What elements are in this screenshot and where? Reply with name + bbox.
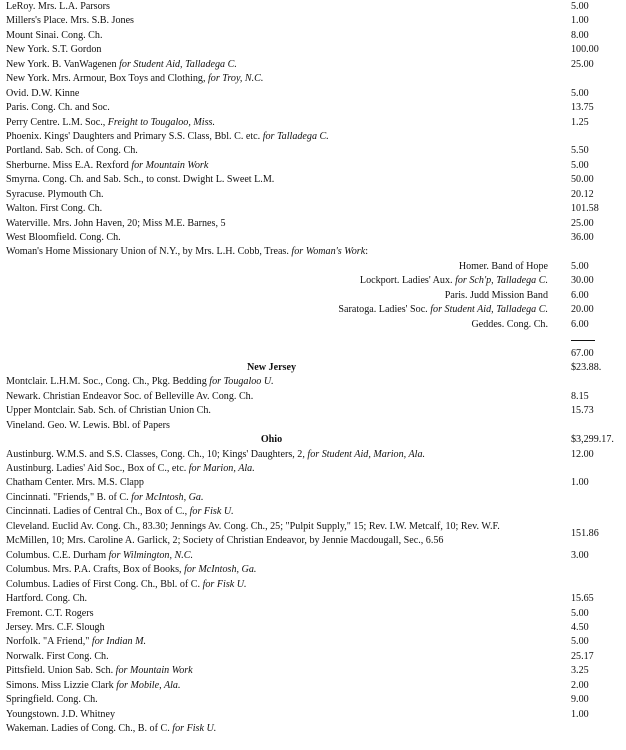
entry-description: [6, 549, 193, 563]
ledger-row: [0, 173, 626, 187]
total-rule-row: [0, 332, 626, 346]
entry-description: [6, 231, 121, 245]
designation-note: for Student Aid, Talladega C.: [430, 304, 548, 316]
ledger-row: [0, 231, 626, 245]
entry-amount: 20.00: [571, 304, 594, 316]
donor-text: New Jersey: [246, 361, 297, 373]
donor-text: Austinburg. W.M.S. and S.S. Classes, Cong. Ch., 10; Kings' Daughters, 2,: [6, 448, 308, 460]
entry-description: [6, 621, 105, 635]
entry-amount: 6.00: [571, 289, 589, 301]
donor-text: Newark. Christian Endeavor Soc. of Belleville Av. Cong. Ch.: [6, 390, 254, 402]
ledger-row: [0, 318, 626, 332]
ledger-row: [0, 87, 626, 101]
donor-text: Syracuse. Plymouth Ch.: [6, 188, 104, 200]
donor-text: LeRoy. Mrs. L.A. Parsors: [6, 1, 110, 12]
designation-note: for Fisk U.: [172, 723, 217, 734]
donor-text: Columbus. C.E. Durham: [6, 549, 109, 561]
ledger-row: [0, 635, 626, 649]
ledger-row: [0, 462, 626, 476]
entry-description: [6, 578, 247, 592]
entry-description: [6, 505, 234, 519]
entry-amount: 15.65: [571, 593, 594, 605]
donor-text: West Bloomfield. Cong. Ch.: [6, 232, 121, 243]
ledger-row: [0, 419, 626, 433]
donor-text: Saratoga. Ladies' Soc.: [338, 304, 431, 316]
entry-description: [6, 144, 138, 158]
entry-amount: 1.00: [571, 477, 589, 489]
entry-amount: 8.00: [571, 29, 589, 41]
donor-text: Phoenix. Kings' Daughters and Primary S.S. Class, Bbl. C. etc.: [6, 130, 263, 142]
ledger-row: [0, 679, 626, 693]
entry-description: [6, 130, 329, 144]
donor-text: Vineland. Geo. W. Lewis. Bbl. of Papers: [6, 419, 170, 431]
ledger-row: [0, 563, 626, 577]
section-heading: [0, 361, 543, 375]
entry-description: [6, 419, 170, 433]
ledger-row: [0, 664, 626, 678]
designation-note: for Talladega C.: [262, 130, 329, 142]
entry-amount: 20.12: [571, 188, 594, 200]
ledger-row: [0, 101, 626, 115]
entry-description: [6, 607, 94, 621]
entry-amount: 25.17: [571, 650, 594, 662]
ledger-row: [0, 274, 626, 288]
donor-text: New York. S.T. Gordon: [6, 44, 102, 56]
entry-amount: 5.00: [571, 159, 589, 171]
ledger-row: [0, 693, 626, 707]
section-total-amount: $3,299.17.: [571, 434, 614, 446]
designation-note: for Student Aid, Marion, Ala.: [307, 448, 426, 460]
ledger-row: [0, 607, 626, 621]
entry-description: [6, 491, 204, 505]
donor-text: Youngstown. J.D. Whitney: [6, 708, 115, 720]
entry-description: [6, 476, 144, 490]
entry-description: [6, 693, 98, 707]
donor-text: Upper Montclair. Sab. Sch. of Christian Union Ch.: [6, 405, 211, 417]
entry-amount: 5.00: [571, 1, 589, 12]
subtotal-rule: [571, 340, 595, 341]
ledger-row: [0, 390, 626, 404]
entry-description: [6, 188, 104, 202]
entry-description: [6, 87, 79, 101]
donor-text: Columbus. Mrs. P.A. Crafts, Box of Books,: [6, 564, 185, 576]
donor-text: Smyrna. Cong. Ch. and Sab. Sch., to const. Dwight L. Sweet L.M.: [6, 174, 275, 186]
entry-amount: 5.50: [571, 145, 589, 157]
ledger-row: [0, 520, 626, 549]
entry-description: [471, 318, 548, 332]
entry-description: [6, 72, 263, 86]
donor-text: Walton. First Cong. Ch.: [6, 203, 103, 215]
ledger-row: [0, 505, 626, 519]
donor-text: Hartford. Cong. Ch.: [6, 593, 88, 605]
entry-description: [6, 217, 226, 231]
entry-amount: 15.73: [571, 405, 594, 417]
ledger-row: [0, 202, 626, 216]
donor-text: Cleveland. Euclid Av. Cong. Ch., 83.30; Jennings Av. Cong. Ch., 25; "Pulpit Supply," 15; Rev. I.W. Metcalf, 10; Rev. W.F. McMillen, 10; Mrs. Caroline A. Garlick, 2; Society of Christian Endeavor, by Jennie Macdougall, Sec., 6.56: [6, 520, 500, 546]
ledger-row: [0, 43, 626, 57]
designation-note: for McIntosh, Ga.: [131, 491, 204, 503]
entry-amount: 25.00: [571, 217, 594, 229]
designation-note: for McIntosh, Ga.: [184, 564, 257, 576]
donor-text: Norfolk. "A Friend,": [6, 636, 92, 648]
ledger-row: [0, 578, 626, 592]
entry-description: [6, 173, 274, 187]
entry-amount: 30.00: [571, 275, 594, 287]
entry-amount: 3.00: [571, 549, 589, 561]
section-heading: [0, 433, 543, 447]
entry-amount: 5.00: [571, 260, 589, 272]
entry-description: [459, 260, 548, 274]
entry-description: [6, 462, 255, 476]
ledger-row: [0, 130, 626, 144]
ledger-row: [0, 188, 626, 202]
entry-description: [6, 375, 274, 389]
entry-amount: 12.00: [571, 448, 594, 460]
entry-description: [6, 14, 134, 28]
designation-note: Freight to Tougaloo, Miss.: [107, 116, 215, 128]
donor-text: New York. Mrs. Armour, Box Toys and Clothing,: [6, 73, 208, 85]
designation-note: for Mountain Work: [115, 665, 193, 677]
donor-text: Portland. Sab. Sch. of Cong. Ch.: [6, 145, 138, 157]
ledger-row: [0, 72, 626, 86]
donor-text: Perry Centre. L.M. Soc.,: [6, 116, 108, 128]
entry-amount: 100.00: [571, 44, 599, 56]
donor-text: Jersey. Mrs. C.F. Slough: [6, 621, 105, 633]
ledger-row: [0, 289, 626, 303]
entry-description: [338, 303, 548, 317]
donor-text: Geddes. Cong. Ch.: [471, 318, 548, 330]
entry-description: [6, 520, 516, 548]
entry-amount: 67.00: [571, 347, 594, 359]
donor-text: Norwalk. First Cong. Ch.: [6, 650, 109, 662]
donor-text: Cincinnati. "Friends," B. of C.: [6, 491, 132, 503]
section-heading-row: [0, 433, 626, 447]
donor-text: Paris. Cong. Ch. and Soc.: [6, 102, 110, 114]
donor-text: Woman's Home Missionary Union of N.Y., by Mrs. L.H. Cobb, Treas.: [6, 246, 292, 258]
donor-text: Simons. Miss Lizzie Clark: [6, 679, 117, 691]
donor-text: Waterville. Mrs. John Haven, 20; Miss M.E. Barnes, 5: [6, 217, 226, 229]
donor-text: Fremont. C.T. Rogers: [6, 607, 94, 619]
ledger-row: [0, 347, 626, 361]
entry-amount: 2.00: [571, 679, 589, 691]
donor-text: Austinburg. Ladies' Aid Soc., Box of C., etc.: [6, 463, 189, 474]
entry-amount: 101.58: [571, 203, 599, 215]
entry-description: [6, 404, 211, 418]
ledger-row: [0, 491, 626, 505]
donor-text: Ovid. D.W. Kinne: [6, 87, 80, 99]
donor-text: Cincinnati. Ladies of Central Ch., Box of C.,: [6, 506, 190, 518]
entry-description: [6, 202, 102, 216]
entry-amount: 5.00: [571, 607, 589, 619]
section-heading-row: [0, 361, 626, 375]
entry-amount: 5.00: [571, 87, 589, 99]
entry-description: [6, 245, 368, 259]
ledger-row: [0, 650, 626, 664]
ledger-row: [0, 217, 626, 231]
ledger-row: [0, 404, 626, 418]
ledger-row: [0, 159, 626, 173]
ledger-row: [0, 260, 626, 274]
ledger-row: [0, 592, 626, 606]
entry-description: [6, 563, 256, 577]
ledger-row: [0, 549, 626, 563]
donor-text: Pittsfield. Union Sab. Sch.: [6, 665, 116, 677]
donor-text: Lockport. Ladies' Aux.: [359, 275, 456, 287]
entry-amount: 4.50: [571, 621, 589, 633]
ledger-row: [0, 621, 626, 635]
entry-description: [6, 58, 237, 72]
entry-description: [6, 448, 425, 462]
designation-note: for Indian M.: [91, 636, 147, 648]
entry-description: [6, 592, 87, 606]
entry-amount: 13.75: [571, 102, 594, 114]
entry-description: [6, 390, 253, 404]
donor-text: Homer. Band of Hope: [458, 260, 548, 272]
entry-description: [6, 664, 193, 678]
ledger-row: [0, 722, 626, 736]
section-total-amount: $23.88.: [571, 361, 602, 373]
entry-amount: 5.00: [571, 636, 589, 648]
entry-amount: 36.00: [571, 232, 594, 243]
entry-amount: 151.86: [571, 527, 599, 539]
entry-description: [6, 722, 216, 736]
entry-amount: 1.00: [571, 15, 589, 27]
donor-text: Ohio: [260, 434, 283, 446]
designation-note: for Tougaloo U.: [209, 376, 274, 388]
designation-note: for Fisk U.: [202, 578, 247, 590]
entry-description: [6, 159, 208, 173]
entry-description: [6, 708, 115, 722]
donor-text: Springfield. Cong. Ch.: [6, 694, 98, 706]
donor-text: Columbus. Ladies of First Cong. Ch., Bbl. of C.: [6, 578, 203, 590]
donor-text: Sherburne. Miss E.A. Rexford: [6, 159, 132, 171]
entry-description: [6, 679, 181, 693]
donor-text: Chatham Center. Mrs. M.S. Clapp: [6, 477, 144, 489]
designation-note: for Student Aid, Talladega C.: [119, 58, 237, 70]
entry-description: [6, 0, 110, 14]
donor-text: New York. B. VanWagenen: [6, 58, 120, 70]
entry-suffix: :: [365, 246, 368, 258]
ledger-row: [0, 245, 626, 259]
designation-note: for Mountain Work: [131, 159, 209, 171]
ledger-row: [0, 116, 626, 130]
entry-description: [445, 289, 548, 303]
designation-note: for Mobile, Ala.: [116, 679, 181, 691]
ledger-row: [0, 29, 626, 43]
ledger-row: [0, 144, 626, 158]
designation-note: for Sch'p, Talladega C.: [455, 275, 548, 287]
donor-text: Wakeman. Ladies of Cong. Ch., B. of C.: [6, 723, 173, 734]
entry-description: [6, 43, 101, 57]
ledger-row: [0, 14, 626, 28]
entry-amount: 50.00: [571, 174, 594, 186]
ledger-row: [0, 476, 626, 490]
donor-text: Mount Sinai. Cong. Ch.: [6, 29, 103, 41]
entry-amount: 9.00: [571, 694, 589, 706]
ledger-row: [0, 708, 626, 722]
entry-description: [6, 101, 110, 115]
designation-note: for Troy, N.C.: [208, 73, 264, 85]
donor-text: Montclair. L.H.M. Soc., Cong. Ch., Pkg. Bedding: [6, 376, 210, 388]
entry-amount: 8.15: [571, 390, 589, 402]
designation-note: for Woman's Work: [291, 246, 366, 258]
designation-note: for Wilmington, N.C.: [108, 549, 194, 561]
designation-note: for Marion, Ala.: [188, 463, 255, 474]
entry-description: [6, 650, 109, 664]
entry-description: [6, 29, 102, 43]
donor-text: Paris. Judd Mission Band: [444, 289, 548, 301]
entry-amount: 1.25: [571, 116, 589, 128]
donor-text: Millers's Place. Mrs. S.B. Jones: [6, 15, 134, 27]
entry-amount: 3.25: [571, 665, 589, 677]
entry-amount: 25.00: [571, 58, 594, 70]
ledger-row: [0, 58, 626, 72]
entry-description: [360, 274, 548, 288]
ledger-row: [0, 303, 626, 317]
entry-amount: 6.00: [571, 318, 589, 330]
ledger-row: [0, 448, 626, 462]
designation-note: for Fisk U.: [189, 506, 234, 518]
ledger-row: [0, 375, 626, 389]
ledger-row: [0, 0, 626, 14]
entry-amount: 1.00: [571, 708, 589, 720]
entry-description: [6, 116, 215, 130]
entry-description: [6, 635, 146, 649]
